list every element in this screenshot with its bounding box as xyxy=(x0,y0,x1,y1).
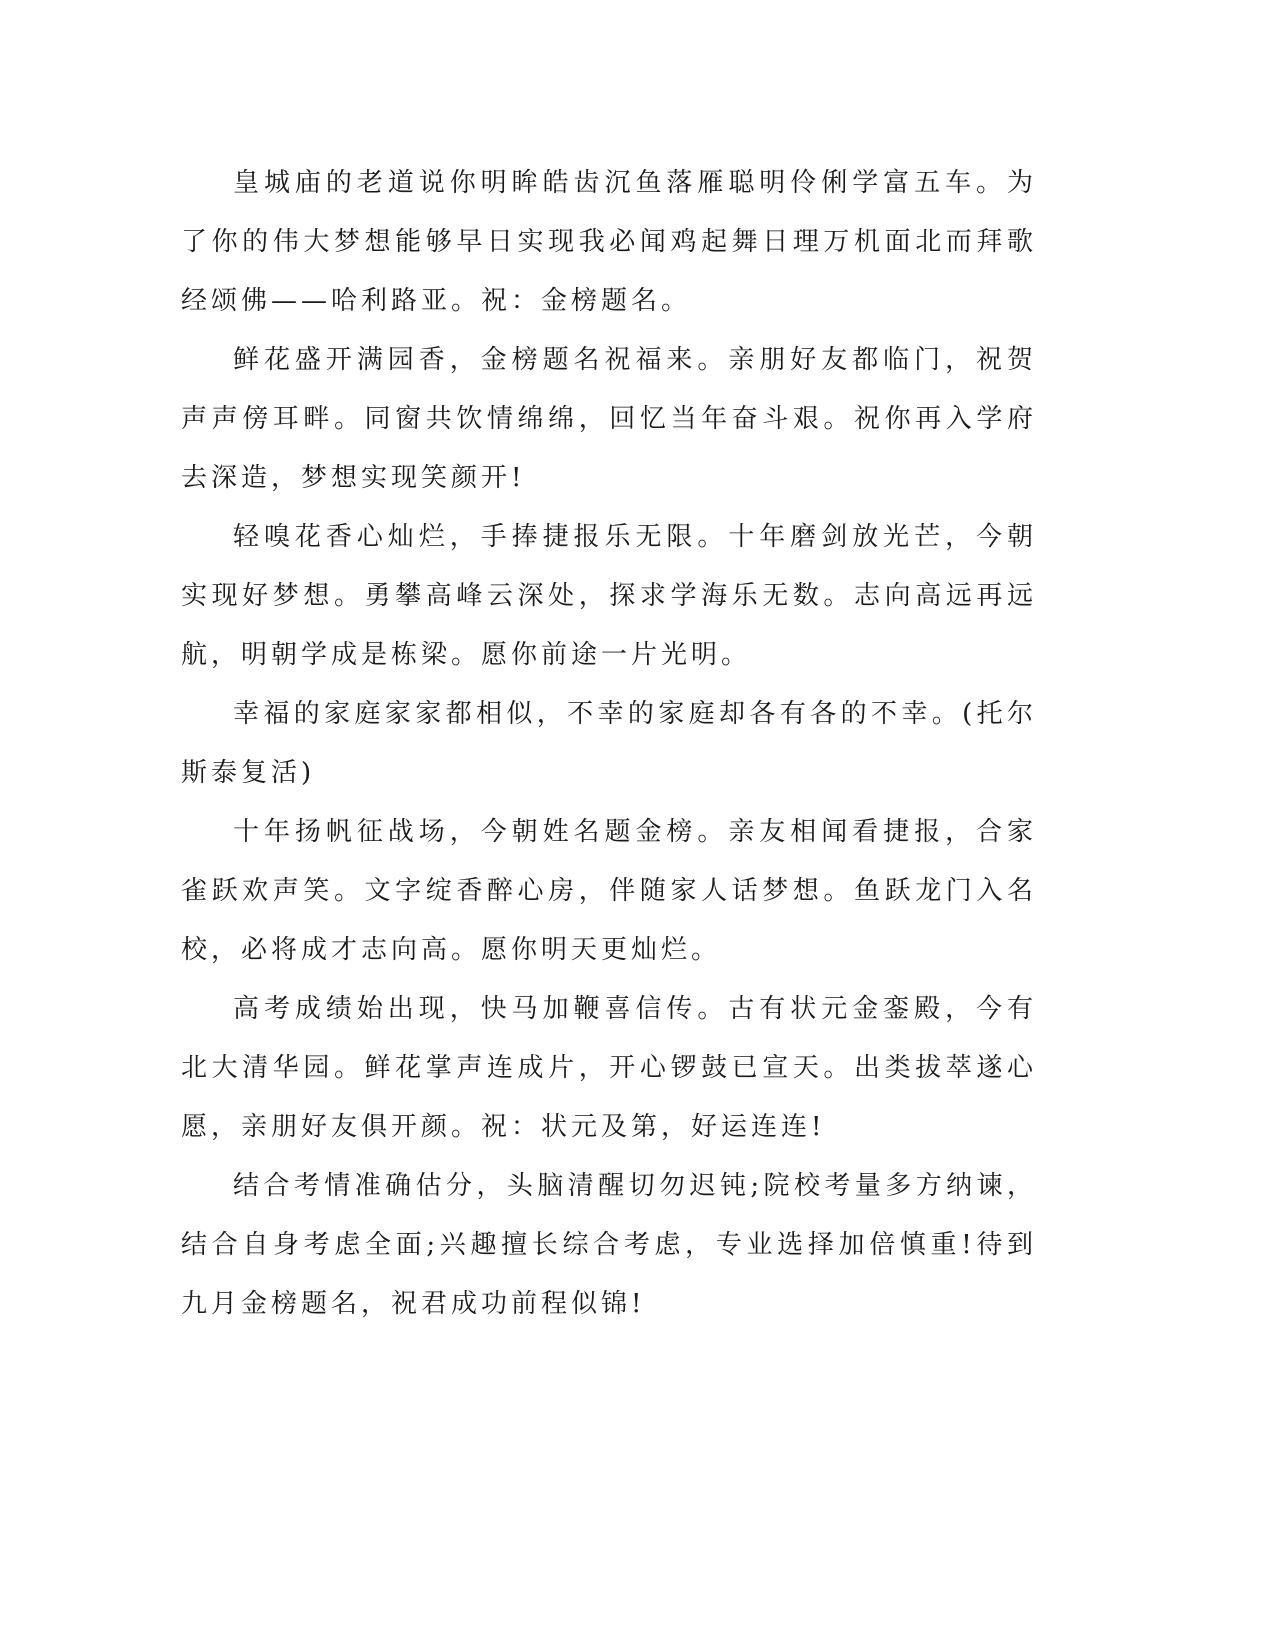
paragraph-1: 皇城庙的老道说你明眸皓齿沉鱼落雁聪明伶俐学富五车。为了你的伟大梦想能够早日实现我必闻鸡起舞日理万机面北而拜歌经颂佛——哈利路亚。祝：金榜题名。 xyxy=(181,168,1037,316)
paragraph-5: 十年扬帆征战场，今朝姓名题金榜。亲友相闻看捷报，合家雀跃欢声笑。文字绽香醉心房，伴随家人话梦想。鱼跃龙门入名校，必将成才志向高。愿你明天更灿烂。 xyxy=(181,817,1037,965)
paragraph-3: 轻嗅花香心灿烂，手捧捷报乐无限。十年磨剑放光芒，今朝实现好梦想。勇攀高峰云深处，探求学海乐无数。志向高远再远航，明朝学成是栋梁。愿你前途一片光明。 xyxy=(181,522,1037,670)
paragraph-6: 高考成绩始出现，快马加鞭喜信传。古有状元金銮殿，今有北大清华园。鲜花掌声连成片，开心锣鼓已宣天。出类拔萃遂心愿，亲朋好友俱开颜。祝：状元及第，好运连连! xyxy=(181,994,1037,1142)
paragraph-2: 鲜花盛开满园香，金榜题名祝福来。亲朋好友都临门，祝贺声声傍耳畔。同窗共饮情绵绵，回忆当年奋斗艰。祝你再入学府去深造，梦想实现笑颜开! xyxy=(181,345,1037,493)
document-body xyxy=(181,154,1037,1334)
paragraph-4: 幸福的家庭家家都相似，不幸的家庭却各有各的不幸。(托尔斯泰复活) xyxy=(181,699,1037,788)
paragraph-7: 结合考情准确估分，头脑清醒切勿迟钝;院校考量多方纳谏，结合自身考虑全面;兴趣擅长综合考虑，专业选择加倍慎重!待到九月金榜题名，祝君成功前程似锦! xyxy=(181,1171,1037,1319)
